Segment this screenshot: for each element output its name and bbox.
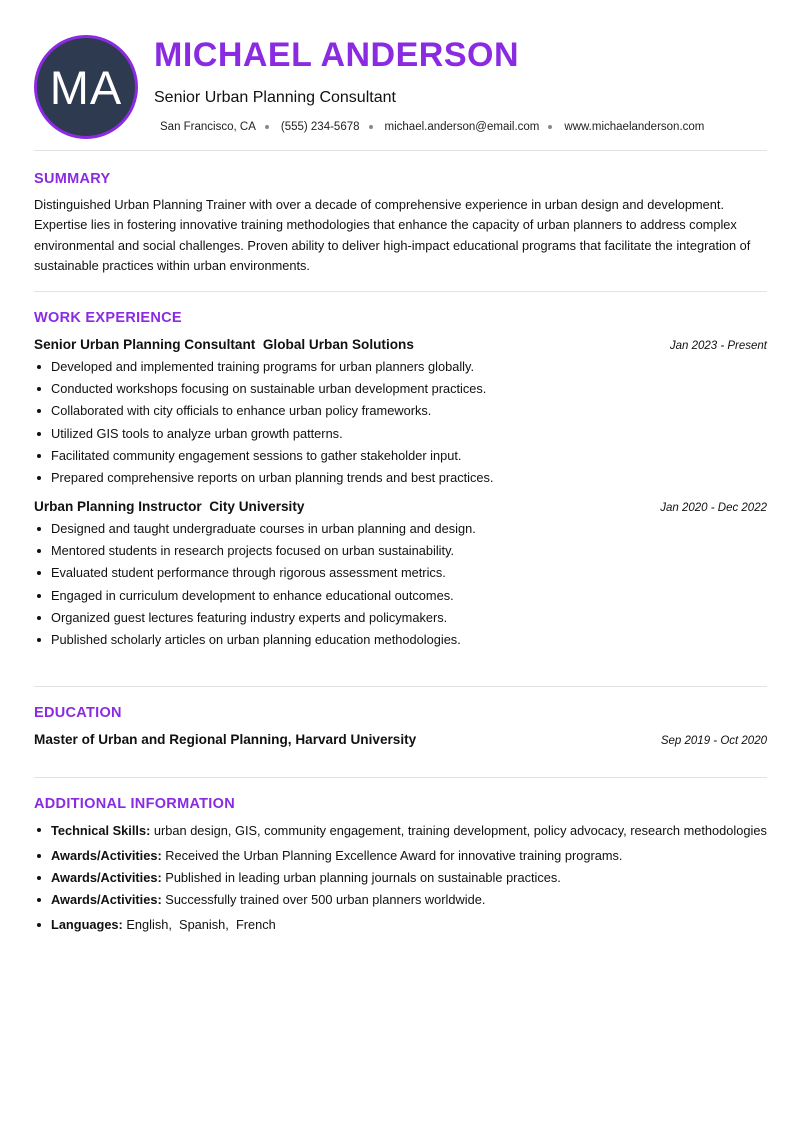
list-item (34, 821, 767, 841)
item-label: Awards/Activities: (51, 891, 162, 907)
education-degree: Master of Urban and Regional Planning, Harvard University (34, 732, 417, 747)
contact-line (160, 121, 704, 133)
item-text: Successfully trained over 500 urban planners worldwide. (165, 891, 486, 907)
list-item: Mentored students in research projects focused on urban sustainability. (34, 542, 767, 560)
education-date: Sep 2019 - Oct 2020 (660, 735, 767, 747)
list-item: Utilized GIS tools to analyze urban growth patterns. (34, 425, 767, 443)
list-item (34, 891, 767, 909)
list-item: Organized guest lectures featuring industry experts and policymakers. (34, 609, 767, 627)
item-text: urban design, GIS, community engagement, training development, policy advocacy, research methodologies (153, 823, 767, 838)
job-company: Global Urban Solutions (262, 337, 414, 352)
job-date: Jan 2023 - Present (669, 340, 767, 352)
item-text: Received the Urban Planning Excellence Award for innovative training programs. (165, 847, 623, 863)
job-bullets (34, 358, 767, 487)
additional-section (34, 778, 767, 934)
item-label: Awards/Activities: (51, 869, 162, 885)
separator-dot (548, 125, 552, 129)
list-item: Prepared comprehensive reports on urban planning trends and best practices. (34, 469, 767, 487)
contact-location: San Francisco, CA (160, 121, 256, 133)
resume-header (34, 0, 767, 151)
section-title-summary: SUMMARY (34, 171, 111, 187)
list-item: Collaborated with city officials to enhance urban policy frameworks. (34, 402, 767, 420)
job-company: City University (209, 498, 305, 514)
separator-dot (265, 125, 269, 129)
list-item (34, 847, 767, 865)
list-item: Conducted workshops focusing on sustainable urban development practices. (34, 380, 767, 398)
job-heading (34, 337, 414, 352)
job-header (34, 499, 767, 514)
list-item: Designed and taught undergraduate courses in urban planning and design. (34, 520, 767, 538)
additional-list (34, 821, 767, 934)
item-text: Published in leading urban planning journals on sustainable practices. (165, 869, 561, 885)
contact-website[interactable]: www.michaelanderson.com (564, 121, 705, 133)
candidate-name: MICHAEL ANDERSON (154, 36, 520, 74)
education-section (34, 687, 767, 778)
item-text: English, Spanish, French (126, 916, 276, 932)
section-title-education: EDUCATION (34, 705, 122, 721)
job-date: Jan 2020 - Dec 2022 (660, 501, 767, 514)
list-item: Developed and implemented training programs for urban planners globally. (34, 358, 767, 376)
job-role: Senior Urban Planning Consultant (34, 337, 256, 352)
contact-email[interactable]: michael.anderson@email.com (384, 121, 540, 133)
section-title-experience: WORK EXPERIENCE (34, 310, 182, 326)
job-entry (34, 499, 767, 649)
avatar (34, 35, 138, 139)
list-item (34, 869, 767, 887)
list-item (34, 916, 767, 934)
summary-section (34, 151, 767, 292)
experience-section (34, 292, 767, 687)
item-label: Languages: (51, 916, 123, 932)
item-label: Awards/Activities: (51, 847, 162, 863)
education-entry (34, 732, 767, 747)
job-bullets (34, 520, 767, 649)
list-item: Facilitated community engagement sessions to gather stakeholder input. (34, 447, 767, 465)
item-label: Technical Skills: (51, 823, 151, 838)
section-title-additional: ADDITIONAL INFORMATION (34, 796, 235, 812)
list-item: Engaged in curriculum development to enhance educational outcomes. (34, 587, 767, 605)
candidate-title: Senior Urban Planning Consultant (154, 89, 396, 106)
list-item: Published scholarly articles on urban planning education methodologies. (34, 631, 767, 649)
avatar-initials: MA (49, 60, 123, 114)
separator-dot (369, 125, 373, 129)
job-role: Urban Planning Instructor (34, 498, 202, 514)
list-item: Evaluated student performance through rigorous assessment metrics. (34, 564, 767, 582)
job-entry (34, 337, 767, 487)
contact-phone: (555) 234-5678 (280, 121, 360, 133)
job-header (34, 337, 767, 352)
job-heading (34, 499, 304, 514)
summary-text: Distinguished Urban Planning Trainer with over a decade of comprehensive experience in urban design and development. Expertise lies in fostering innovative training methodologies that enhance the capacity of urban planners to address complex environmental and social challenges. Proven ability to deliver high-impact educational programs that facilitate the integration of sustainable practices within urban environments. (34, 197, 751, 273)
